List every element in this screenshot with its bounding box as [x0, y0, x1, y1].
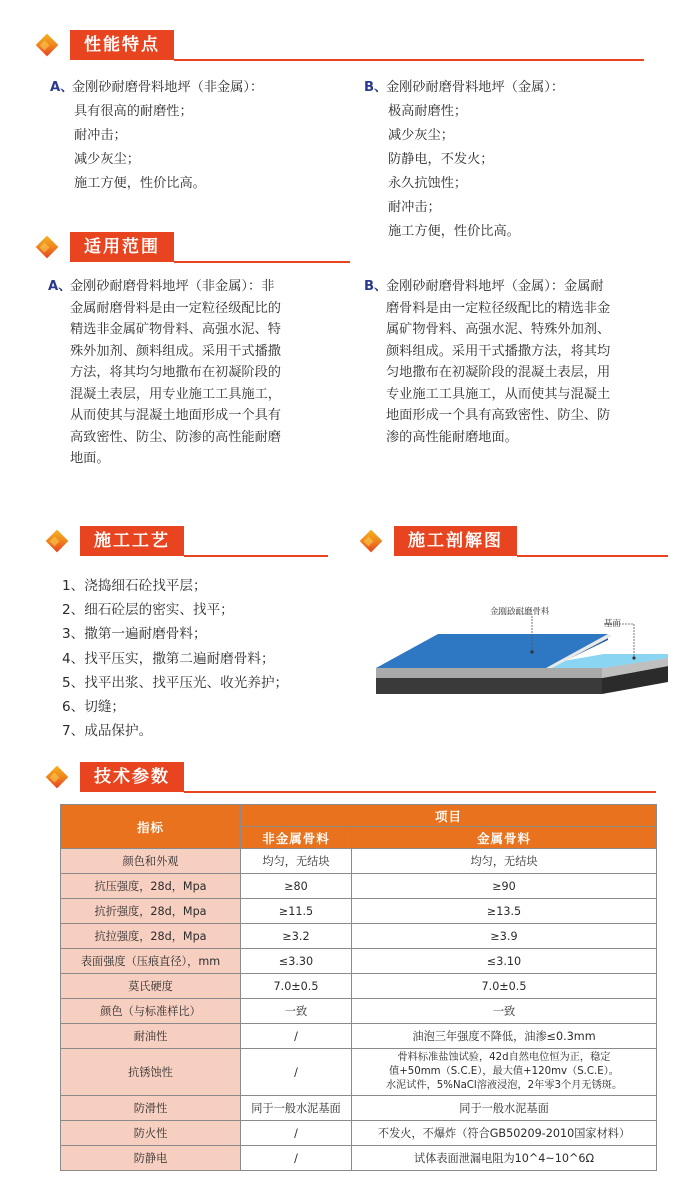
scope-a-line: 地面。: [70, 451, 110, 466]
features-nonmetal: [50, 76, 350, 196]
cell-nonmetal: 7.0±0.5: [241, 974, 352, 999]
list-item: 2、细石砼层的密实、找平；: [62, 602, 234, 619]
process-steps: [62, 574, 288, 743]
row-label: 防滑性: [61, 1096, 241, 1121]
list-item: 耐冲击；: [74, 128, 127, 143]
section-divider: [184, 791, 656, 793]
cell-metal: 均匀，无结块: [352, 849, 657, 874]
table-row: [61, 1049, 657, 1096]
table-row: [61, 924, 657, 949]
row-label: 颜色和外观: [61, 849, 241, 874]
row-label: 抗压强度，28d，Mpa: [61, 874, 241, 899]
cell-nonmetal: ≥3.2: [241, 924, 352, 949]
list-item: 4、找平压实，撒第二遍耐磨骨料；: [62, 650, 275, 667]
table-row: [61, 1121, 657, 1146]
row-label: 颜色（与标准样比）: [61, 999, 241, 1024]
marker-a: A、: [48, 279, 72, 294]
section-title-scope: 适用范围: [70, 232, 174, 262]
list-item: 3、撒第一遍耐磨骨料；: [62, 626, 207, 643]
cell-metal: 7.0±0.5: [352, 974, 657, 999]
scope-metal: [364, 276, 664, 448]
scope-a-line: 殊外加剂、颜料组成。采用干式播撒: [70, 343, 281, 359]
cell-metal: 同于一般水泥基面: [352, 1096, 657, 1121]
cell-metal-line: 水泥试件，5%NaCl溶液浸泡，2年零3个月无锈斑。: [385, 1080, 623, 1091]
cell-nonmetal: ≥11.5: [241, 899, 352, 924]
features-b-title: 金刚砂耐磨骨料地坪（金属）：: [386, 80, 565, 95]
cell-metal: 油泡三年强度不降低，油渗≤0.3mm: [352, 1024, 657, 1049]
list-item: 7、成品保护。: [62, 723, 153, 740]
list-item: 施工方便，性价比高。: [74, 176, 206, 191]
section-header-process: [42, 524, 328, 558]
list-item: 减少灰尘；: [74, 152, 140, 167]
cell-metal: [352, 1049, 657, 1096]
section-header-features: [32, 28, 644, 62]
scope-b-line: 地面形成一个具有高致密性、防尘、防: [386, 408, 611, 423]
technical-parameters-table: [60, 804, 657, 1171]
cell-metal: 一致: [352, 999, 657, 1024]
table-row: [61, 1146, 657, 1171]
cell-metal: ≥3.9: [352, 924, 657, 949]
table-row: [61, 949, 657, 974]
list-item: 1、浇捣细石砼找平层；: [62, 578, 207, 594]
table-row: [61, 874, 657, 899]
cell-nonmetal: /: [241, 1146, 352, 1171]
cell-nonmetal: ≥80: [241, 874, 352, 899]
diagram-label-base: 基面: [604, 619, 622, 629]
scope-b-line: 金刚砂耐磨骨料地坪（金属）：金属耐: [386, 279, 604, 294]
cell-metal-line: 值+50mm（S.C.E），最大值+120mv（S.C.E）。: [389, 1066, 619, 1077]
row-label: 防火性: [61, 1121, 241, 1146]
cell-metal: ≥90: [352, 874, 657, 899]
scope-a-line: 混凝土表层，用专业施工工具施工，: [70, 386, 281, 402]
list-item: 永久抗蚀性；: [388, 176, 468, 191]
section-header-diagram: [356, 524, 668, 558]
scope-a-line: 精选非金属矿物骨料、高强水泥、特: [70, 322, 281, 337]
scope-a-line: 从而使其与混凝土地面形成一个具有: [70, 408, 281, 423]
list-item: 5、找平出浆、找平压光、收光养护；: [62, 674, 289, 691]
section-title-features: 性能特点: [70, 30, 174, 60]
section-divider: [174, 261, 350, 263]
cross-section-diagram: [372, 596, 672, 706]
row-label: 耐油性: [61, 1024, 241, 1049]
header-indicator: 指标: [61, 805, 241, 849]
section-header-params: [42, 760, 656, 794]
scope-b-line: 颜料组成。采用干式播撒方法，将其均: [386, 343, 611, 359]
section-divider: [517, 555, 668, 557]
cell-nonmetal: 均匀，无结块: [241, 849, 352, 874]
row-label: 抗锈蚀性: [61, 1049, 241, 1096]
scope-b-line: 磨骨料是由一定粒径级配比的精选非金: [386, 300, 611, 316]
cell-metal: ≤3.10: [352, 949, 657, 974]
cell-nonmetal: 同于一般水泥基面: [241, 1096, 352, 1121]
scope-b-line: 属矿物骨料、高强水泥、特殊外加剂、: [386, 322, 611, 337]
diamond-icon: [36, 34, 58, 56]
row-label: 防静电: [61, 1146, 241, 1171]
features-metal: [364, 76, 664, 244]
scope-a-line: 高致密性、防尘、防渗的高性能耐磨: [70, 429, 281, 445]
row-label: 抗折强度，28d，Mpa: [61, 899, 241, 924]
cell-nonmetal: /: [241, 1121, 352, 1146]
section-divider: [184, 555, 328, 557]
features-a-title: 金刚砂耐磨骨料地坪（非金属）：: [72, 80, 264, 95]
section-header-scope: [32, 230, 350, 264]
cell-nonmetal: 一致: [241, 999, 352, 1024]
scope-a-line: 方法，将其均匀地撒布在初凝阶段的: [70, 365, 281, 380]
diamond-icon: [360, 530, 382, 552]
diamond-icon: [36, 236, 58, 258]
list-item: 极高耐磨性；: [388, 104, 468, 119]
row-label: 抗拉强度，28d，Mpa: [61, 924, 241, 949]
cell-nonmetal: /: [241, 1024, 352, 1049]
list-item: 减少灰尘；: [388, 128, 454, 143]
table-row: [61, 1096, 657, 1121]
scope-nonmetal: [48, 276, 338, 470]
scope-b-line: 匀地撒布在初凝阶段的混凝土表层，用: [386, 365, 611, 380]
table-row: [61, 899, 657, 924]
table-row: [61, 974, 657, 999]
cell-metal: 不发火，不爆炸（符合GB50209-2010国家材料）: [352, 1121, 657, 1146]
scope-b-line: 专业施工工具施工，从而使其与混凝土: [386, 386, 611, 402]
cell-nonmetal: /: [241, 1049, 352, 1096]
marker-b: B、: [364, 279, 388, 294]
table-row: [61, 1024, 657, 1049]
row-label: 莫氏硬度: [61, 974, 241, 999]
section-title-process: 施工工艺: [80, 526, 184, 556]
row-label: 表面强度（压痕直径），mm: [61, 949, 241, 974]
list-item: 6、切缝；: [62, 699, 126, 716]
section-title-params: 技术参数: [80, 762, 184, 792]
section-divider: [174, 59, 644, 61]
marker-b: B、: [364, 80, 388, 95]
list-item: 防静电，不发火；: [388, 152, 494, 167]
marker-a: A、: [50, 80, 74, 95]
cell-metal-line: 骨料标准盐蚀试验，42d自然电位恒为正，稳定: [397, 1052, 611, 1063]
table-row: [61, 999, 657, 1024]
scope-a-line: 金属耐磨骨料是由一定粒径级配比的: [70, 300, 281, 316]
list-item: 施工方便，性价比高。: [388, 224, 520, 239]
header-project: 项目: [241, 805, 657, 827]
cell-metal: ≥13.5: [352, 899, 657, 924]
cell-metal: 试体表面泄漏电阻为10^4~10^6Ω: [352, 1146, 657, 1171]
scope-b-line: 渗的高性能耐磨地面。: [386, 429, 518, 445]
diagram-label-top: 金刚砂耐磨骨料: [490, 607, 550, 617]
header-nonmetal: 非金属骨料: [241, 827, 352, 849]
list-item: 耐冲击；: [388, 200, 441, 215]
diamond-icon: [46, 766, 68, 788]
section-title-diagram: 施工剖解图: [394, 526, 517, 556]
scope-a-line: 金刚砂耐磨骨料地坪（非金属）：非: [70, 279, 275, 294]
diamond-icon: [46, 530, 68, 552]
table-row: [61, 849, 657, 874]
cell-nonmetal: ≤3.30: [241, 949, 352, 974]
header-metal: 金属骨料: [352, 827, 657, 849]
list-item: 具有很高的耐磨性；: [74, 104, 193, 119]
